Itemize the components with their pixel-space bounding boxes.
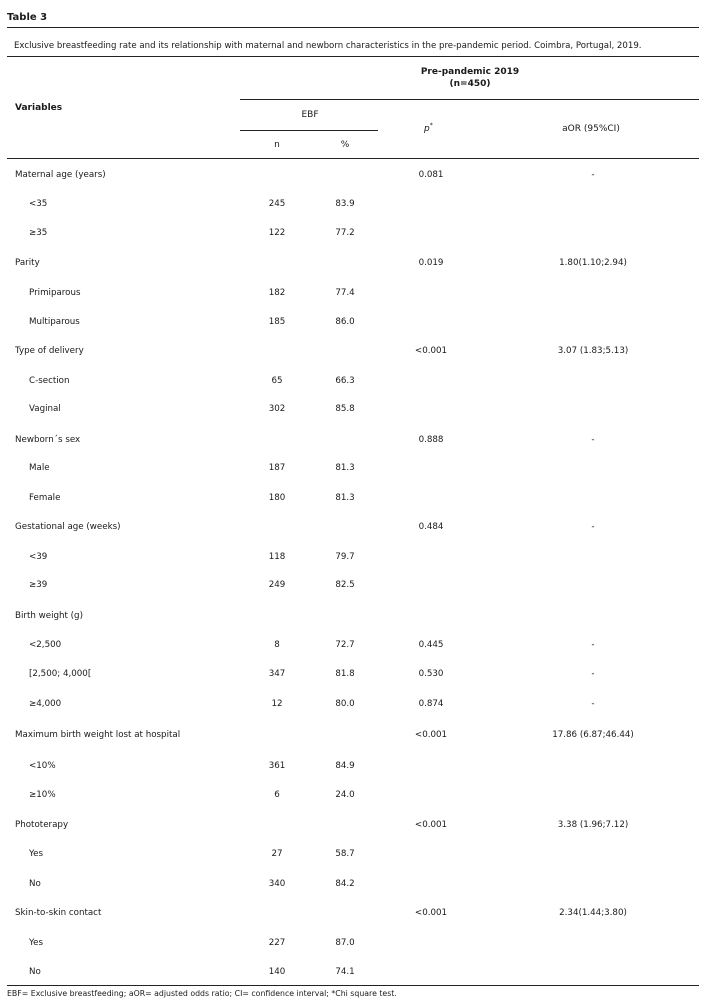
cell-p: 0.484 xyxy=(418,522,444,532)
header-variables: Variables xyxy=(15,103,63,113)
cell-or: - xyxy=(591,170,595,180)
cell-p: 0.530 xyxy=(418,669,444,679)
bottom-rule xyxy=(7,985,699,986)
row-variable: Skin-to-skin contact xyxy=(15,908,102,918)
cell-n: 249 xyxy=(268,580,286,590)
table-label: Table 3 xyxy=(7,12,48,23)
cell-pct: 81.3 xyxy=(335,493,355,503)
cell-pct: 83.9 xyxy=(335,199,355,209)
cell-p: <0.001 xyxy=(414,820,448,830)
header-pct: % xyxy=(340,140,350,150)
cell-p: <0.001 xyxy=(414,908,448,918)
cell-p: 0.445 xyxy=(418,640,444,650)
row-variable: Maximum birth weight lost at hospital xyxy=(15,730,181,740)
cell-pct: 81.3 xyxy=(335,463,355,473)
cell-pct: 24.0 xyxy=(335,790,355,800)
cell-pct: 86.0 xyxy=(335,317,355,327)
cell-pct: 79.7 xyxy=(335,552,355,562)
cell-n: 65 xyxy=(271,376,283,386)
cell-n: 140 xyxy=(268,967,286,977)
cell-or: 3.38 (1.96;7.12) xyxy=(557,820,629,830)
cell-pct: 77.2 xyxy=(335,228,355,238)
row-sublabel: C-section xyxy=(29,376,70,386)
row-sublabel: <35 xyxy=(29,199,48,209)
cell-or: - xyxy=(591,669,595,679)
cell-pct: 85.8 xyxy=(335,404,355,414)
row-sublabel: ≥4,000 xyxy=(29,699,62,709)
cell-n: 245 xyxy=(268,199,286,209)
row-variable: Newborn´s sex xyxy=(15,435,81,445)
cell-n: 118 xyxy=(268,552,286,562)
table-footnote: EBF= Exclusive breastfeeding; aOR= adjusted odds ratio; CI= confidence interval; *Chi square test. xyxy=(7,989,397,998)
cell-pct: 81.8 xyxy=(335,669,355,679)
row-sublabel: Female xyxy=(29,493,61,503)
cell-n: 122 xyxy=(268,228,286,238)
cell-n: 182 xyxy=(268,288,286,298)
cell-n: 340 xyxy=(268,879,286,889)
row-sublabel: [2,500; 4,000[ xyxy=(29,669,92,679)
cell-n: 185 xyxy=(268,317,286,327)
row-sublabel: <10% xyxy=(29,761,56,771)
header-rule xyxy=(7,158,699,159)
cell-or: 2.34(1.44;3.80) xyxy=(559,908,627,918)
period-rule xyxy=(240,99,699,100)
cell-pct: 84.2 xyxy=(335,879,355,889)
cell-pct: 80.0 xyxy=(335,699,355,709)
header-period-n: (n=450) xyxy=(449,79,491,89)
cell-or: - xyxy=(591,640,595,650)
row-sublabel: Male xyxy=(29,463,50,473)
cell-pct: 82.5 xyxy=(335,580,355,590)
cell-p: 0.874 xyxy=(418,699,444,709)
cell-or: 17.86 (6.87;46.44) xyxy=(552,730,634,740)
table-caption: Exclusive breastfeeding rate and its relationship with maternal and newborn characteristics in the pre-pandemic period. Coimbra, Portugal, 2019. xyxy=(14,41,642,51)
row-sublabel: ≥10% xyxy=(29,790,56,800)
row-sublabel: No xyxy=(29,879,41,889)
cell-p: 0.019 xyxy=(418,258,444,268)
row-variable: Parity xyxy=(15,258,40,268)
cell-p: <0.001 xyxy=(414,346,448,356)
row-variable: Maternal age (years) xyxy=(15,170,106,180)
cell-pct: 87.0 xyxy=(335,938,355,948)
cell-pct: 66.3 xyxy=(335,376,355,386)
cell-pct: 72.7 xyxy=(335,640,355,650)
row-variable: Gestational age (weeks) xyxy=(15,522,121,532)
cell-n: 27 xyxy=(271,849,283,859)
row-sublabel: No xyxy=(29,967,41,977)
caption-rule xyxy=(7,56,699,57)
cell-pct: 58.7 xyxy=(335,849,355,859)
cell-n: 187 xyxy=(268,463,286,473)
cell-n: 361 xyxy=(268,761,286,771)
ebf-rule xyxy=(240,130,378,131)
cell-p: 0.888 xyxy=(418,435,444,445)
header-ebf: EBF xyxy=(301,110,319,120)
cell-n: 180 xyxy=(268,493,286,503)
header-n: n xyxy=(274,140,280,150)
cell-or: 1.80(1.10;2.94) xyxy=(559,258,627,268)
row-sublabel: Multiparous xyxy=(29,317,80,327)
cell-or: - xyxy=(591,522,595,532)
row-sublabel: ≥35 xyxy=(29,228,48,238)
cell-p: 0.081 xyxy=(418,170,444,180)
row-sublabel: <2,500 xyxy=(29,640,62,650)
cell-pct: 74.1 xyxy=(335,967,355,977)
cell-p: <0.001 xyxy=(414,730,448,740)
cell-or: - xyxy=(591,699,595,709)
row-variable: Type of delivery xyxy=(15,346,84,356)
cell-n: 6 xyxy=(274,790,280,800)
row-variable: Birth weight (g) xyxy=(15,611,83,621)
top-rule xyxy=(7,27,699,28)
cell-pct: 77.4 xyxy=(335,288,355,298)
cell-n: 302 xyxy=(268,404,286,414)
row-sublabel: Primiparous xyxy=(29,288,81,298)
row-sublabel: Yes xyxy=(29,849,44,859)
cell-n: 12 xyxy=(271,699,283,709)
cell-pct: 84.9 xyxy=(335,761,355,771)
cell-or: - xyxy=(591,435,595,445)
cell-n: 227 xyxy=(268,938,286,948)
header-p: p* xyxy=(424,122,433,134)
cell-or: 3.07 (1.83;5.13) xyxy=(557,346,629,356)
header-period: Pre-pandemic 2019 xyxy=(420,67,520,77)
row-sublabel: Yes xyxy=(29,938,44,948)
row-sublabel: Vaginal xyxy=(29,404,61,414)
row-variable: Phototerapy xyxy=(15,820,69,830)
cell-n: 8 xyxy=(274,640,280,650)
row-sublabel: ≥39 xyxy=(29,580,48,590)
cell-n: 347 xyxy=(268,669,286,679)
header-or: aOR (95%CI) xyxy=(562,124,620,134)
row-sublabel: <39 xyxy=(29,552,48,562)
